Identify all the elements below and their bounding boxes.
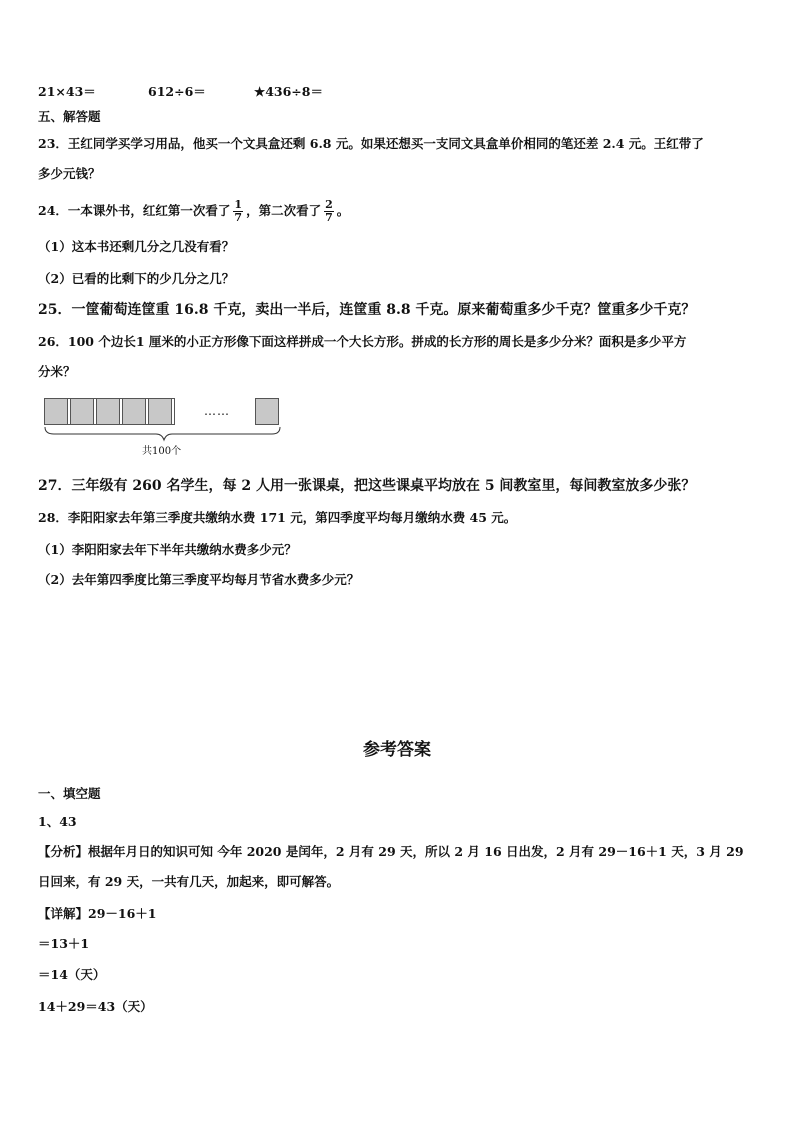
analysis-line-1: 【分析】根据年月日的知识可知 今年 2020 是闰年，2 月有 29 天，所以 2 月 16 日出发，2 月有 29－16＋1 天，3 月 29	[38, 844, 744, 859]
calc-row	[38, 84, 323, 100]
ellipsis-dots: ……	[204, 404, 230, 418]
detail-line-4: 14＋29＝43（天）	[38, 999, 153, 1014]
fraction-one-seventh	[233, 199, 243, 224]
analysis-line-2: 日回来，有 29 天，一共有几天，加起来，即可解答。	[38, 874, 340, 889]
square-last	[255, 398, 279, 425]
q23-line-2: 多少元钱？	[38, 166, 101, 181]
calc-item-2: 612÷6＝	[148, 84, 206, 99]
q24-suffix: 。	[336, 203, 350, 218]
calc-item-3: ★436÷8＝	[254, 84, 323, 99]
answers-title: 参考答案	[363, 740, 431, 760]
q24-middle: ，第二次看了	[246, 203, 322, 218]
q27-text: 27．三年级有 260 名学生，每 2 人用一张课桌，把这些课桌平均放在 5 间教室里，每间教室放多少张？	[38, 478, 696, 494]
fraction-numerator: 2	[325, 198, 333, 211]
q26-line-2: 分米？	[38, 364, 76, 379]
squares-outline	[44, 398, 175, 425]
fraction-denominator: 7	[234, 211, 243, 224]
q24-question	[38, 196, 349, 226]
q24-sub-2: （2）已看的比剩下的少几分之几？	[38, 271, 235, 286]
fraction-numerator: 1	[234, 198, 243, 211]
q25-text: 25．一筐葡萄连筐重 16.8 千克，卖出一半后，连筐重 8.8 千克。原来葡萄重多少千克？筐重多少千克？	[38, 302, 696, 318]
answers-section-1: 一、填空题	[38, 786, 101, 801]
q24-prefix: 24．一本课外书，红红第一次看了	[38, 203, 231, 218]
fraction-two-sevenths	[324, 199, 334, 224]
q24-sub-1: （1）这本书还剩几分之几没有看？	[38, 239, 235, 254]
fraction-denominator: 7	[325, 211, 333, 224]
detail-line-2: ＝13＋1	[38, 936, 90, 951]
calc-item-1: 21×43＝	[38, 84, 96, 99]
brace-label: 共100个	[142, 446, 182, 457]
detail-line-1: 【详解】29－16＋1	[38, 906, 157, 921]
detail-line-3: ＝14（天）	[38, 967, 106, 982]
q26-line-1: 26．100 个边长1 厘米的小正方形像下面这样拼成一个大长方形。拼成的长方形的周长是多少分米？面积是多少平方	[38, 334, 687, 349]
q28-line-1: 28．李阳阳家去年第三季度共缴纳水费 171 元，第四季度平均每月缴纳水费 45 元。	[38, 510, 517, 525]
answer-1: 1、43	[38, 814, 77, 829]
section-5-title: 五、解答题	[38, 109, 101, 124]
q28-sub-2: （2）去年第四季度比第三季度平均每月节省水费多少元？	[38, 572, 360, 587]
q23-line-1: 23．王红同学买学习用品，他买一个文具盒还剩 6.8 元。如果还想买一支同文具盒单价相同的笔还差 2.4 元。王红带了	[38, 136, 704, 151]
q28-sub-1: （1）李阳阳家去年下半年共缴纳水费多少元？	[38, 542, 297, 557]
squares-figure	[44, 398, 284, 460]
